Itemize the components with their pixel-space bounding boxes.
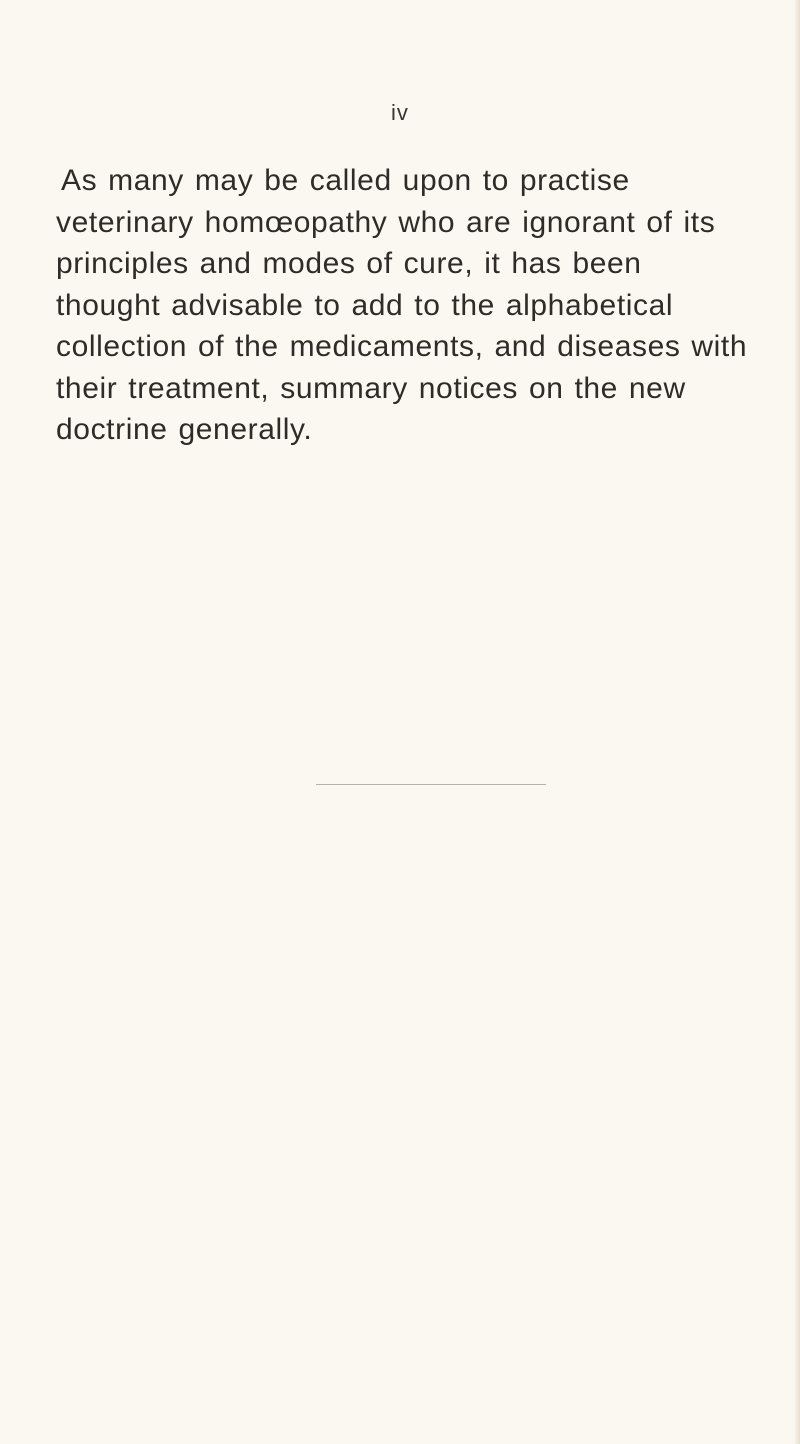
page-edge (794, 0, 800, 1444)
text-line: their treatment, summary notices on the new (56, 371, 686, 405)
page-number: iv (391, 100, 409, 125)
body-paragraph (56, 160, 746, 451)
text-line: As many may be called upon to practise (61, 164, 630, 197)
section-divider (316, 784, 546, 785)
text-line: thought advisable to add to the alphabetical (56, 288, 674, 322)
text-line: principles and modes of cure, it has been (56, 247, 642, 280)
text-line: veterinary homœopathy who are ignorant of its (56, 205, 716, 239)
text-line: doctrine generally. (56, 413, 313, 446)
text-line: collection of the medicaments, and diseases with (56, 330, 748, 363)
